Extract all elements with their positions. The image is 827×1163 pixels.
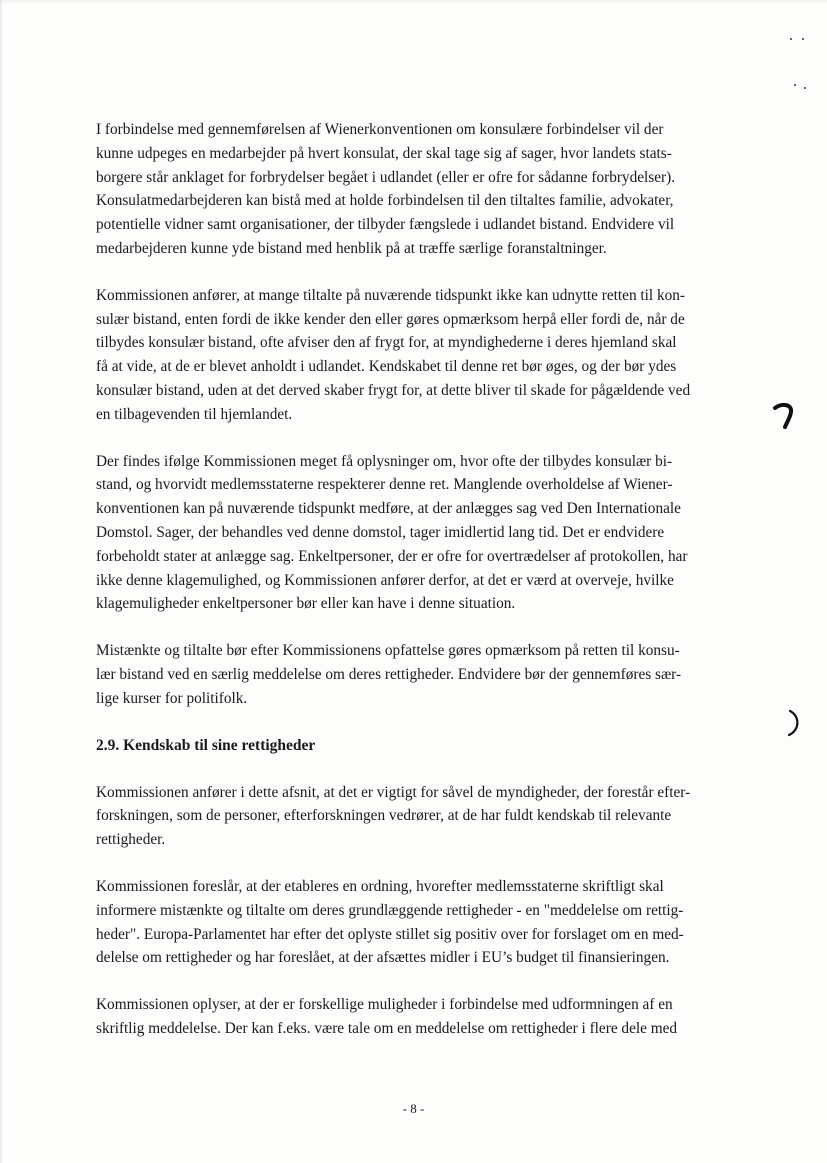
scan-speck (804, 87, 806, 89)
scan-speck (790, 38, 792, 40)
text-line: rettigheder. (96, 831, 166, 849)
paragraph-gap (96, 261, 756, 284)
paragraph (96, 284, 756, 427)
text-line: I forbindelse med gennemførelsen af Wienerkonventionen om konsulære forbindelser vil der (96, 121, 664, 138)
text-line: lige kurser for politifolk. (96, 689, 248, 707)
scan-edge-left (0, 0, 3, 1163)
scan-speck (802, 38, 804, 40)
text-line: delelse om rettigheder og har foreslået, at der afsættes midler i EU’s budget til finansieringen. (96, 949, 670, 967)
paragraphs-before-heading (96, 118, 756, 734)
scan-edge-top (0, 0, 827, 4)
text-line: sulær bistand, enten fordi de ikke kender den eller gøres opmærksom herpå eller fordi de, når de (96, 310, 685, 328)
scan-speck (794, 84, 796, 86)
text-line: en tilbagevenden til hjemlandet. (96, 405, 293, 423)
text-line: Mistænkte og tiltalte bør efter Kommissionens opfattelse gøres opmærksom på retten til konsu- (96, 642, 680, 660)
paragraph-gap (96, 758, 756, 781)
paragraphs-after-heading (96, 781, 756, 1064)
text-line: medarbejderen kunne yde bistand med henblik på at træffe særlige foranstaltninger. (96, 239, 607, 257)
text-line: klagemuligheder enkeltpersoner bør eller kan have i denne situation. (96, 595, 516, 613)
text-line: ikke denne klagemulighed, og Kommissionen anfører derfor, at det er værd at overveje, hvilke (96, 571, 674, 589)
text-line: Kommissionen anfører i dette afsnit, at det er vigtigt for såvel de myndigheder, der forestår efter- (96, 783, 691, 801)
paragraph (96, 875, 756, 970)
page-number: - 8 - (402, 1101, 425, 1116)
paragraph (96, 450, 756, 617)
binder-hook-icon (772, 402, 796, 430)
text-line: forskningen, som de personer, efterforskningen vedrører, at de har fuldt kendskab til relevante (96, 807, 672, 825)
paragraph (96, 639, 756, 710)
text-line: Kommissionen anfører, at mange tiltalte på nuværende tidspunkt ikke kan udnytte retten til kon- (96, 286, 686, 304)
text-line: Kommissionen oplyser, at der er forskellige muligheder i forbindelse med udformningen af en (96, 996, 673, 1014)
paragraph (96, 118, 756, 261)
paragraph-gap (96, 970, 756, 993)
text-line: Konsulatmedarbejderen kan bistå med at holde forbindelsen til den tiltaltes familie, advokater, (96, 192, 674, 210)
text-line: lær bistand ved en særlig meddelelse om deres rettigheder. Endvidere bør der gennemføres sær- (96, 665, 682, 683)
text-line: Kommissionen foreslår, at der etableres en ordning, hvorefter medlemsstaterne skriftligt skal (96, 877, 664, 895)
paragraph-gap (96, 852, 756, 875)
text-line: skriftlig meddelelse. Der kan f.eks. være tale om en meddelelse om rettigheder i flere dele med (96, 1019, 678, 1037)
paragraph-gap (96, 1041, 756, 1064)
paragraph (96, 781, 756, 852)
text-line: konsulær bistand, uden at det derved skaber frygt for, at dette bliver til skade for pågældende ved (96, 381, 691, 399)
text-line: heder". Europa-Parlamentet har efter det oplyste stillet sig positiv over for forslaget om en med- (96, 925, 684, 943)
paragraph (96, 993, 756, 1041)
text-line: få at vide, at de er blevet anholdt i udlandet. Kendskabet til denne ret bør øges, og der bør ydes (96, 358, 677, 376)
text-line: potentielle vidner samt organisationer, der tilbyder fængslede i udlandet bistand. Endvidere vil (96, 216, 675, 234)
paragraph-gap (96, 711, 756, 734)
text-line: informere mistænkte og tiltalte om deres grundlæggende rettigheder - en "meddelelse om rettig- (96, 901, 684, 919)
text-line: forbeholdt stater at anlægge sag. Enkeltpersoner, der er ofre for overtrædelser af protokollen, har (96, 547, 688, 565)
text-line: stand, og hvorvidt medlemsstaterne respekterer denne ret. Manglende overholdelse af Wiener- (96, 476, 673, 494)
text-line: kunne udpeges en medarbejder på hvert konsulat, der skal tage sig af sager, hvor landets stats- (96, 144, 672, 162)
text-line: Der findes ifølge Kommissionen meget få oplysninger om, hvor ofte der tilbydes konsulær bi- (96, 452, 673, 470)
text-line: konventionen kan på nuværende tidspunkt medføre, at der anlægges sag ved Den Internationale (96, 500, 681, 518)
paragraph-gap (96, 427, 756, 450)
text-line: borgere står anklaget for forbrydelser begået i udlandet (eller er ofre for sådanne forbrydelser). (96, 168, 676, 186)
section-heading: 2.9. Kendskab til sine rettigheder (96, 736, 316, 754)
text-line: Domstol. Sager, der behandles ved denne domstol, tager imidlertid lang tid. Det er endvidere (96, 523, 665, 541)
paragraph-gap (96, 616, 756, 639)
text-line: tilbydes konsulær bistand, ofte afviser den af frygt for, at myndighederne i deres hjemland skal (96, 334, 677, 352)
binder-paren-icon (786, 708, 804, 738)
document-body (96, 118, 756, 1064)
